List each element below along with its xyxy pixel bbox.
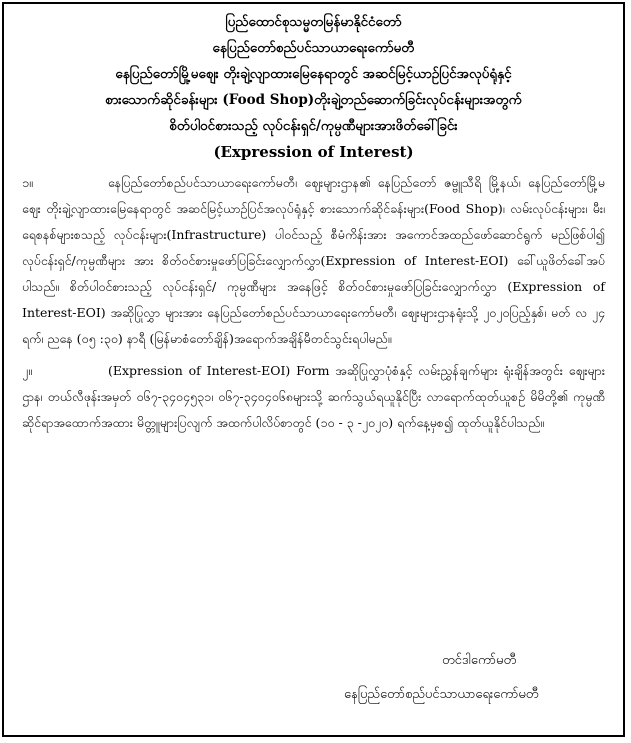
header-line-4: စားသောက်ဆိုင်ခန်းများ (Food Shop)တိုးချဲ့တည်ဆောက်ခြင်းလုပ်ငန်းများအတွက် [105,92,522,108]
paragraph-2 [22,358,605,436]
paragraph-1 [22,170,605,352]
signature-committee: တင်ဒါကော်မတီ [442,653,517,668]
paragraph-2-number: ၂။ [22,363,32,378]
signature-organization: နေပြည်တော်စည်ပင်သာယာရေးကော်မတီ [344,687,539,702]
notice-header [22,12,605,162]
paragraph-2-text: (Expression of Interest-EOI) Form အဆိုပြုလွှာပုံစံနှင့် လမ်းညွှန်ချက်များ ရုံးချိန်အတွင်း ဈေးများဌာန၊ တယ်လီဖုန်းအမှတ် ၀၆၇-၃၄၀၄၅၃၁၊ ၀၆၇-၃၄၀၄၀၆၈များသို့ ဆက်သွယ်ရယူနိုင်ပြီး လာရောက်ထုတ်ယူစဉ် မိမိတို့၏ ကုမ္ပဏီဆိုင်ရာအထောက်အထား မိတ္တူများပြလျက် အထက်ပါလိပ်စာတွင် (၁၀ - ၃ -၂၀၂၀) ရက်နေ့မှစ၍ ထုတ်ယူနိုင်ပါသည်။ [22,363,605,430]
header-line-3: နေပြည်တော်မြို့မဈေး တိုးချဲ့လျာထားမြေနေရာတွင် အဆင်မြင့်ယာဉ်ပြင်အလုပ်ရုံနှင့် [115,66,512,82]
paragraph-1-number: ၁။ [22,175,33,190]
tender-notice [2,2,625,737]
header-line-5: စိတ်ပါဝင်စားသည့် လုပ်ငန်းရှင်/ကုမ္ပဏီများအားဖိတ်ခေါ်ခြင်း [169,118,458,134]
header-line-1: ပြည်ထောင်စုသမ္မတမြန်မာနိုင်ငံတော် [225,14,402,30]
notice-title: (Expression of Interest) [213,143,414,161]
header-line-2: နေပြည်တော်စည်ပင်သာယာရေးကော်မတီ [212,40,415,56]
paragraph-1-text: နေပြည်တော်စည်ပင်သာယာရေးကော်မတီ၊ ဈေးများဌာန၏ နေပြည်တော် ဇမ္ဗူသီရိ မြို့နယ်၊ နေပြည်တော်မြို့မဈေး တိုးချဲ့လျာထားမြေနေရာတွင် အဆင်မြင့်ယာဉ်ပြင်အလုပ်ရုံနှင့် စားသောက်ဆိုင်ခန်းများ(Food Shop)၊ လမ်းလုပ်ငန်းများ၊ မီး၊ ရေစနစ်များစသည့် လုပ်ငန်းများ(Infrastructure) ပါဝင်သည့် စီမံကိန်းအား အကောင်အထည်ဖော်ဆောင်ရွက် မည်ဖြစ်ပါ၍ လုပ်ငန်းရှင်/ကုမ္ပဏီများ အား စိတ်ဝင်စားမှုဖော်ပြခြင်းလျှောက်လွှာ(Expression of Interest-EOI) ခေါ်ယူဖိတ်ခေါ်အပ်ပါသည်။ စိတ်ပါဝင်စားသည့် လုပ်ငန်းရှင်/ ကုမ္ပဏီများ အနေဖြင့် စိတ်ဝင်စားမှုဖော်ပြခြင်းလျှောက်လွှာ (Expression of Interest-EOI) အဆိုပြုလွှာ များအား နေပြည်တော်စည်ပင်သာယာရေးကော်မတီ၊ ဈေးများဌာနရုံးသို့ ၂၀၂၀ပြည့်နှစ်၊ မတ် လ ၂၄ ရက်၊ ညနေ (၀၅ :၃၀) နာရီ (မြန်မာစံတော်ချိန်)အရောက်အချိန်မီတင်သွင်းရပါမည်။ [22,175,605,346]
